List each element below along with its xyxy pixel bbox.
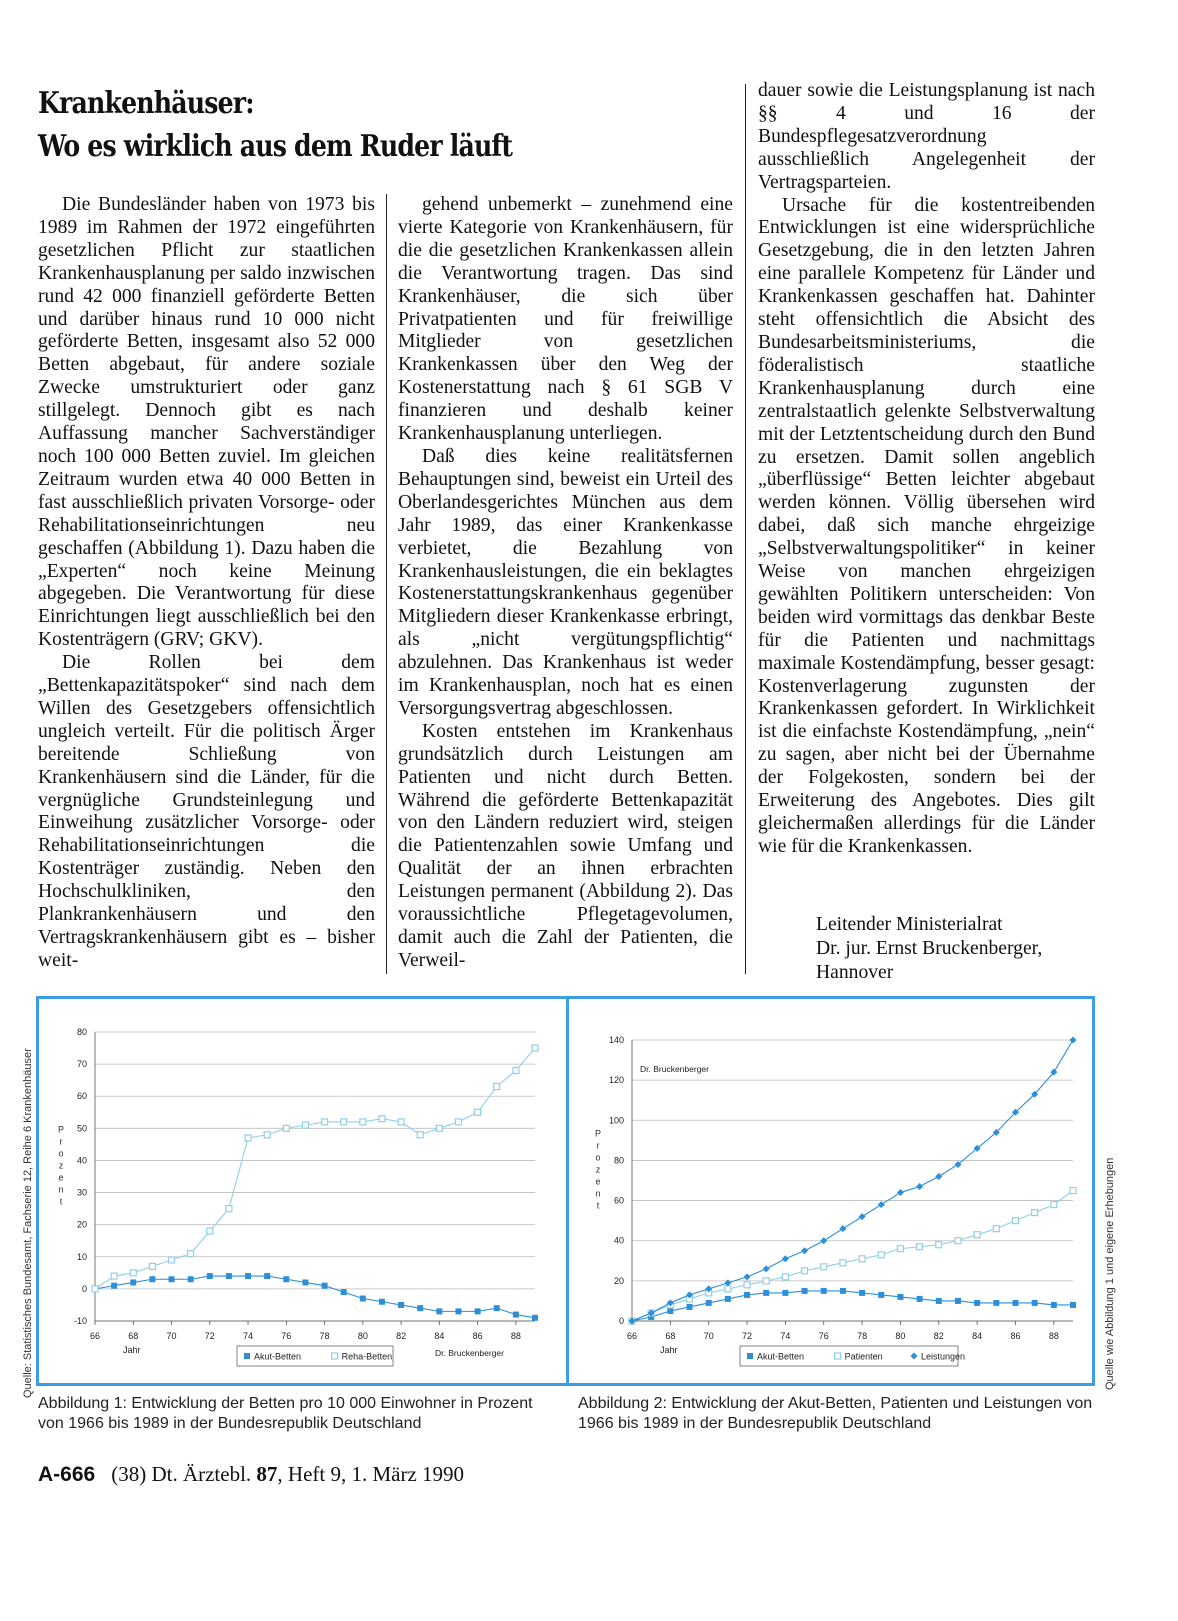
paragraph: Die Rollen bei dem „Bettenkapazitätspoker“ sind nach dem Willen des Gesetzgebers offensichtlich ungleich verteilt. Für die politisch Ärger bereitende Schließung von Krankenhäusern sind die Länder, für die vergnügliche Grundsteinlegung und Einweihung zusätzlicher Vorsorge- oder Rehabilitationseinrichtungen die Kostenträger zuständig. Neben den Hochschulkliniken, den Plankrankenhäusern und den Vertragskrankenhäusern gibt es – bisher weit-: [38, 652, 375, 971]
series-reha-betten: [92, 1045, 538, 1292]
paragraph: dauer sowie die Leistungsplanung ist nach §§ 4 und 16 der Bundespflegesatzverordnung ausschließlich Angelegenheit der Vertragsparteien.: [758, 80, 1095, 193]
series-line: [632, 1040, 1073, 1321]
x-tick-label: 68: [665, 1331, 676, 1341]
y-tick-label: 40: [613, 1235, 624, 1246]
data-point: [322, 1283, 328, 1289]
x-tick-label: 72: [742, 1331, 753, 1341]
x-tick-label: 70: [166, 1331, 177, 1341]
data-point: [436, 1125, 442, 1131]
data-point: [835, 1353, 841, 1359]
data-point: [532, 1315, 538, 1321]
data-point: [763, 1265, 770, 1272]
text-column-2: [398, 194, 733, 973]
data-point: [744, 1273, 751, 1280]
text-column-3: [758, 80, 1095, 859]
data-point: [897, 1189, 904, 1196]
x-axis-label: Jahr: [660, 1345, 678, 1355]
data-point: [802, 1268, 808, 1274]
y-tick-label: 80: [613, 1155, 624, 1166]
data-point: [475, 1308, 481, 1314]
y-axis-label-letter: n: [58, 1184, 64, 1195]
data-point: [1032, 1300, 1038, 1306]
data-point: [360, 1119, 366, 1125]
source-note-right: Quelle wie Abbildung 1 und eigene Erhebungen: [1104, 1157, 1116, 1390]
y-tick-label: 60: [613, 1195, 624, 1206]
data-point: [801, 1247, 808, 1254]
data-point: [782, 1274, 788, 1280]
column-rule: [386, 194, 387, 974]
data-point: [744, 1282, 750, 1288]
data-point: [1051, 1302, 1057, 1308]
data-point: [398, 1119, 404, 1125]
chart-author: Dr. Bruckenberger: [640, 1064, 709, 1074]
series-line: [95, 1276, 535, 1318]
x-tick-label: 68: [128, 1331, 139, 1341]
x-tick-label: 70: [703, 1331, 714, 1341]
data-point: [264, 1132, 270, 1138]
data-point: [379, 1299, 385, 1305]
series-leistungen: [629, 1037, 1077, 1325]
y-tick-label: 30: [76, 1187, 87, 1198]
title-line-2: Wo es wirklich aus dem Ruder läuft: [38, 129, 513, 164]
data-point: [1032, 1210, 1038, 1216]
y-tick-label: 10: [76, 1251, 87, 1262]
legend-label: Leistungen: [921, 1351, 966, 1362]
figure-divider: [566, 996, 569, 1386]
y-tick-label: 0: [81, 1283, 87, 1294]
data-point: [725, 1286, 731, 1292]
series-akut-betten: [92, 1273, 538, 1321]
author-city: Hannover: [816, 962, 894, 983]
data-point: [706, 1300, 712, 1306]
x-tick-label: 76: [818, 1331, 829, 1341]
legend-label: Akut-Betten: [757, 1351, 805, 1362]
y-tick-label: 100: [608, 1115, 624, 1126]
y-tick-label: 120: [608, 1075, 624, 1086]
data-point: [111, 1283, 117, 1289]
data-point: [897, 1246, 903, 1252]
data-point: [936, 1242, 942, 1248]
data-point: [188, 1251, 194, 1257]
data-point: [207, 1273, 213, 1279]
y-tick-label: 60: [76, 1091, 87, 1102]
y-axis-label-letter: z: [595, 1164, 601, 1175]
data-point: [1012, 1218, 1018, 1224]
title-line-1: Krankenhäuser:: [38, 86, 254, 121]
data-point: [747, 1353, 753, 1359]
y-axis-label-letter: e: [595, 1176, 601, 1187]
data-point: [149, 1263, 155, 1269]
data-point: [1051, 1202, 1057, 1208]
data-point: [897, 1294, 903, 1300]
series-line: [632, 1191, 1073, 1321]
data-point: [169, 1257, 175, 1263]
source-note-left: Quelle: Statistisches Bundesamt, Fachserie 12, Reihe 6 Krankenhäuser: [22, 1048, 34, 1398]
data-point: [188, 1276, 194, 1282]
data-point: [782, 1290, 788, 1296]
y-tick-label: 20: [76, 1219, 87, 1230]
data-point: [859, 1213, 866, 1220]
chart-figure-1: [40, 1000, 562, 1380]
data-point: [878, 1252, 884, 1258]
x-tick-label: 78: [319, 1331, 330, 1341]
x-tick-label: 88: [510, 1331, 521, 1341]
paragraph: Ursache für die kostentreibenden Entwicklungen ist eine widersprüchliche Gesetzgebung, die in den letzten Jahren eine parallele Kompetenz für Länder und Krankenkassen geschaffen hat. Dahinter steht offensichtlich die Absicht des Bundesarbeitsministeriums, die föderalistisch staatliche Krankenhausplanung durch eine zentralstaatlich gelenkte Selbstverwaltung mit der Letztentscheidung durch den Bund zu ersetzen. Damit sollen angeblich „überflüssige“ Betten leichter abgebaut werden können. Völlig übersehen wird dabei, daß sich manche ehrgeizige „Selbstverwaltungspolitiker“ in keiner Weise von manchen ehrgeizigen gewählten Politikern unterscheiden: Von beiden wird vormittags das denkbar Beste für die Patienten und nachmittags maximale Kostendämpfung, besser gesagt: Kostenverlagerung zugunsten der Krankenkassen gefordert. In Wirklichkeit ist die einfachste Kostendämpfung, „nein“ zu sagen, aber nicht bei der Übernahme der Folgekosten, sondern bei der Erweiterung des Angebotes. Dies gilt gleichermaßen allerdings für die Länder wie für die Krankenkassen.: [758, 194, 1095, 857]
paragraph: Kosten entstehen im Krankenhaus grundsätzlich durch Leistungen am Patienten und nicht durch Betten. Während die geförderte Bettenkapazität von den Ländern reduziert wird, steigen die Patientenzahlen sowie Umfang und Qualität der an ihnen erbrachten Leistungen permanent (Abbildung 2). Das voraussichtliche Pflegetagevolumen, damit auch die Zahl der Patienten, die Verweil-: [398, 720, 733, 971]
data-point: [974, 1232, 980, 1238]
y-tick-label: 0: [618, 1316, 624, 1326]
x-tick-label: 84: [972, 1331, 983, 1341]
x-tick-label: 74: [243, 1331, 254, 1341]
data-point: [360, 1296, 366, 1302]
y-axis-label-letter: P: [57, 1124, 65, 1135]
data-point: [302, 1122, 308, 1128]
y-axis-label-letter: z: [58, 1160, 64, 1171]
data-point: [878, 1201, 885, 1208]
y-axis-label-letter: t: [59, 1196, 63, 1207]
data-point: [283, 1276, 289, 1282]
x-tick-label: 80: [357, 1331, 368, 1341]
x-tick-label: 82: [396, 1331, 407, 1341]
legend: [237, 1346, 393, 1366]
data-point: [244, 1353, 250, 1359]
data-point: [417, 1305, 423, 1311]
data-point: [878, 1292, 884, 1298]
data-point: [283, 1125, 289, 1131]
data-point: [207, 1228, 213, 1234]
data-point: [149, 1276, 155, 1282]
y-tick-label: 20: [613, 1275, 624, 1286]
data-point: [993, 1226, 999, 1232]
caption-figure-2: Abbildung 2: Entwicklung der Akut-Betten, Patienten und Leistungen von 1966 bis 1989 in der Bundesrepublik Deutschland: [578, 1395, 1093, 1432]
data-point: [821, 1264, 827, 1270]
data-point: [725, 1296, 731, 1302]
y-axis-label-letter: r: [596, 1140, 600, 1151]
data-point: [341, 1289, 347, 1295]
data-point: [130, 1279, 136, 1285]
data-point: [916, 1183, 923, 1190]
data-point: [839, 1225, 846, 1232]
data-point: [169, 1276, 175, 1282]
x-tick-label: 74: [780, 1331, 791, 1341]
paragraph: gehend unbemerkt – zunehmend eine vierte Kategorie von Krankenhäusern, für die die gesetzlichen Krankenkassen allein die Verantwortung tragen. Das sind Krankenhäuser, die sich über Privatpatienten und für freiwillige Mitglieder von gesetzlichen Krankenkassen über den Weg der Kostenerstattung nach § 61 SGB V finanzieren und deshalb keiner Krankenhausplanung unterliegen.: [398, 194, 733, 445]
journal-ref: (38) Dt. Ärztebl.: [111, 1462, 252, 1486]
y-tick-label: 140: [608, 1035, 624, 1045]
data-point: [226, 1273, 232, 1279]
column-rule: [745, 84, 746, 974]
data-point: [398, 1302, 404, 1308]
data-point: [955, 1298, 961, 1304]
legend: [740, 1346, 965, 1366]
journal-volume: 87: [256, 1462, 278, 1486]
data-point: [494, 1084, 500, 1090]
journal-issue: , Heft 9, 1. März 1990: [277, 1462, 465, 1486]
author-title: Leitender Ministerialrat: [816, 914, 1003, 935]
y-tick-label: 50: [76, 1123, 87, 1134]
legend-label: Akut-Betten: [254, 1351, 302, 1362]
data-point: [917, 1296, 923, 1302]
x-tick-label: 78: [857, 1331, 868, 1341]
data-point: [935, 1173, 942, 1180]
data-point: [475, 1109, 481, 1115]
data-point: [245, 1273, 251, 1279]
y-axis-label-letter: n: [595, 1188, 601, 1199]
data-point: [513, 1312, 519, 1318]
data-point: [840, 1260, 846, 1266]
data-point: [111, 1273, 117, 1279]
paragraph: Die Bundesländer haben von 1973 bis 1989 im Rahmen der 1972 eingeführten gesetzlichen Pflicht zur staatlichen Krankenhausplanung per saldo inzwischen rund 42 000 finanziell geförderte Betten und darüber hinaus rund 10 000 nicht geförderte Betten, insgesamt also 52 000 Betten abgebaut, für andere soziale Zwecke umstrukturiert oder ganz stillgelegt. Dennoch gibt es nach Auffassung mancher Sachverständiger noch 100 000 Betten zuviel. Im gleichen Zeitraum wurden etwa 40 000 Betten in fast ausschließlich privaten Vorsorge- oder Rehabilitationseinrichtungen neu geschaffen (Abbildung 1). Dazu haben die „Experten“ noch keine Meinung abgegeben. Die Verantwortung für diese Einrichtungen liegt ausschließlich bei den Kostenträgern (GRV; GKV).: [38, 194, 375, 651]
data-point: [763, 1290, 769, 1296]
y-tick-label: 40: [76, 1155, 87, 1166]
x-tick-label: 66: [89, 1331, 101, 1341]
data-point: [245, 1135, 251, 1141]
x-tick-label: 86: [472, 1331, 483, 1341]
y-axis-label: [58, 1125, 64, 1207]
series-patienten: [629, 1188, 1076, 1324]
data-point: [455, 1308, 461, 1314]
x-tick-label: 82: [933, 1331, 944, 1341]
author-signature: [816, 913, 1042, 985]
y-axis-label-letter: t: [596, 1200, 600, 1211]
page-footer: [38, 1462, 464, 1487]
data-point: [322, 1119, 328, 1125]
x-tick-label: 86: [1010, 1331, 1021, 1341]
data-point: [763, 1278, 769, 1284]
x-tick-label: 76: [281, 1331, 292, 1341]
x-tick-label: 84: [434, 1331, 445, 1341]
data-point: [513, 1068, 519, 1074]
data-point: [1070, 1037, 1077, 1044]
series-line: [95, 1048, 535, 1289]
paragraph: Daß dies keine realitätsfernen Behauptungen sind, beweist ein Urteil des Oberlandesgerichtes München aus dem Jahr 1989, das einer Krankenkasse verbietet, die Bezahlung von Krankenhausleistungen, die ein beklagtes Kostenerstattungskrankenhaus gegenüber Mitgliedern dieser Krankenkasse erbringt, als „nicht vergütungspflichtig“ abzulehnen. Das Krankenhaus ist weder im Krankenhausplan, noch hat es einen Versorgungsvertrag abgeschlossen.: [398, 445, 733, 719]
data-point: [226, 1206, 232, 1212]
data-point: [436, 1308, 442, 1314]
data-point: [1070, 1302, 1076, 1308]
y-tick-label: 70: [76, 1059, 87, 1070]
data-point: [974, 1300, 980, 1306]
x-tick-label: 88: [1048, 1331, 1059, 1341]
author-name: Dr. jur. Ernst Bruckenberger,: [816, 938, 1043, 959]
data-point: [494, 1305, 500, 1311]
data-point: [332, 1353, 338, 1359]
y-axis-label-letter: r: [59, 1136, 63, 1147]
x-tick-label: 80: [895, 1331, 906, 1341]
caption-figure-1: Abbildung 1: Entwicklung der Betten pro 10 000 Einwohner in Prozent von 1966 bis 1989 in der Bundesrepublik Deutschland: [38, 1395, 533, 1432]
data-point: [802, 1288, 808, 1294]
x-tick-label: 66: [626, 1331, 638, 1341]
page-number: A-666: [38, 1463, 96, 1486]
data-point: [130, 1270, 136, 1276]
data-point: [417, 1132, 423, 1138]
data-point: [993, 1300, 999, 1306]
y-axis-label-letter: P: [594, 1128, 602, 1139]
data-point: [667, 1308, 673, 1314]
data-point: [859, 1290, 865, 1296]
y-axis-label: [595, 1129, 601, 1211]
legend-label: Reha-Betten: [341, 1351, 393, 1362]
chart-author: Dr. Bruckenberger: [435, 1348, 504, 1358]
text-column-1: [38, 194, 375, 973]
data-point: [1012, 1300, 1018, 1306]
data-point: [302, 1279, 308, 1285]
data-point: [782, 1255, 789, 1262]
data-point: [820, 1237, 827, 1244]
y-axis-label-letter: o: [595, 1152, 601, 1163]
article-title: [38, 82, 643, 168]
x-axis-label: Jahr: [123, 1345, 141, 1355]
y-axis-label-letter: o: [58, 1148, 64, 1159]
x-tick-label: 72: [204, 1331, 215, 1341]
series-line: [632, 1291, 1073, 1321]
y-tick-label: 80: [76, 1027, 87, 1037]
data-point: [92, 1286, 98, 1292]
data-point: [341, 1119, 347, 1125]
data-point: [532, 1045, 538, 1051]
data-point: [379, 1116, 385, 1122]
data-point: [917, 1244, 923, 1250]
data-point: [264, 1273, 270, 1279]
chart-figure-2: [570, 1000, 1086, 1380]
data-point: [744, 1292, 750, 1298]
data-point: [1070, 1188, 1076, 1194]
data-point: [936, 1298, 942, 1304]
y-tick-label: -10: [73, 1316, 87, 1326]
data-point: [821, 1288, 827, 1294]
data-point: [840, 1288, 846, 1294]
data-point: [455, 1119, 461, 1125]
data-point: [687, 1304, 693, 1310]
data-point: [955, 1238, 961, 1244]
y-axis-label-letter: e: [58, 1172, 64, 1183]
legend-label: Patienten: [844, 1351, 883, 1362]
data-point: [859, 1256, 865, 1262]
